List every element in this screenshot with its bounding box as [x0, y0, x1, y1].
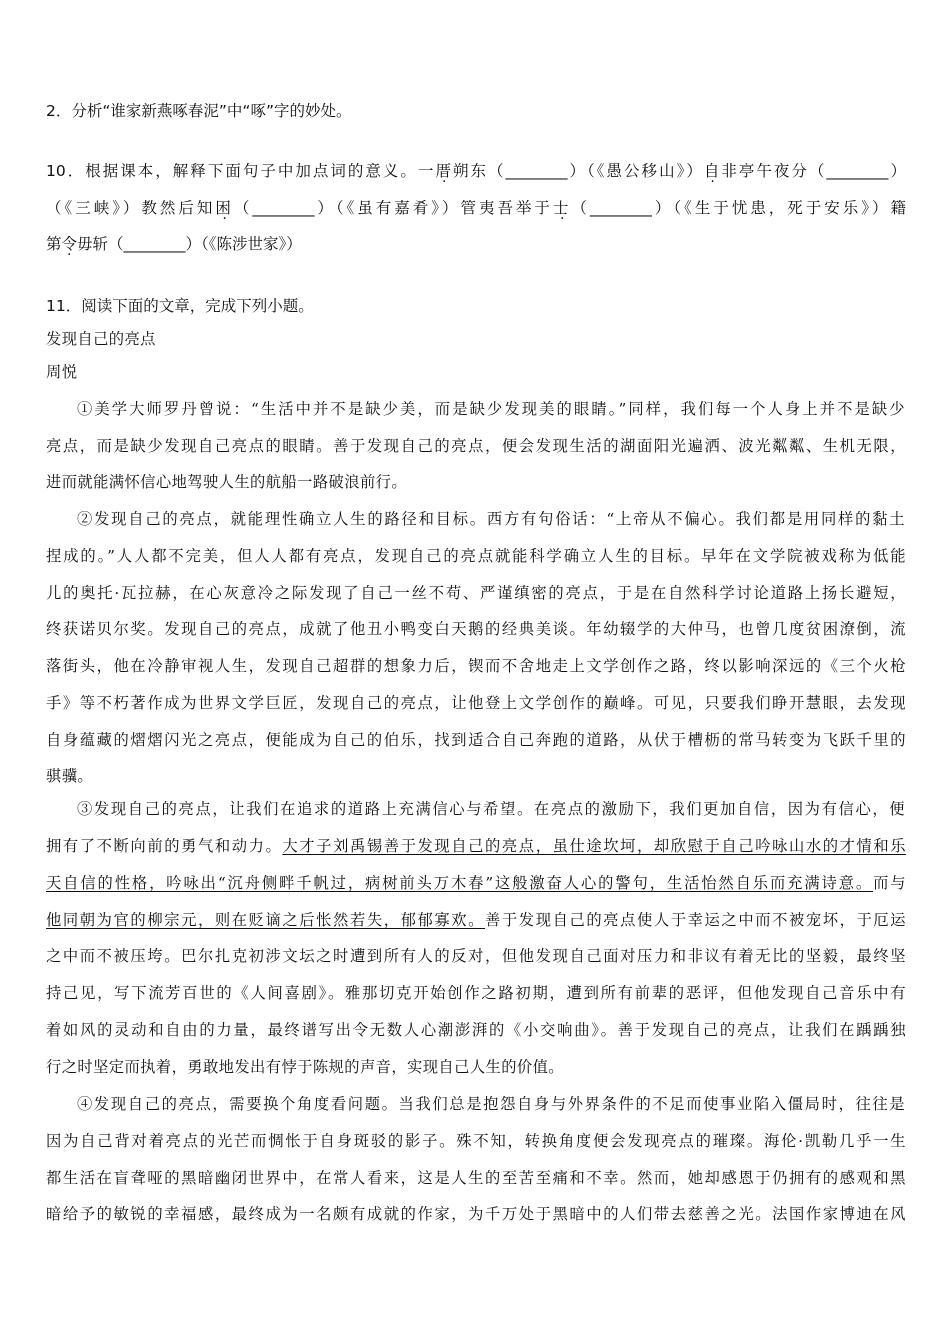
article-line: 儿的奥托·瓦拉赫，在心灰意冷之际发现了自己一丝不苟、严谨缜密的亮点，于是在自然科学讨论道路上扬长避短， [46, 584, 906, 602]
article-line: 着如风的灵动和自由的力量，最终谱写出令无数人心潮澎湃的《小交响曲》。善于发现自己的亮点，让我们在踽踽独 [46, 1021, 906, 1039]
article-author: 周悦 [46, 363, 78, 381]
article-line: ③发现自己的亮点，让我们在追求的道路上充满信心与希望。在亮点的激励下，我们更加自信，因为有信心，便 [77, 800, 905, 818]
article-line [46, 836, 906, 856]
underlined-sentence: 他同朝为官的柳宗元，则在贬谪之后怅然若失，郁郁寡欢。 [46, 911, 486, 929]
article-line [46, 910, 906, 930]
article-line: 之中而不被压垮。巴尔扎克初涉文坛之时遭到所有人的反对，但他发现自己面对压力和非议有着无比的坚毅，最终坚 [46, 947, 906, 965]
article-line: 行之时坚定而执着，勇敢地发出有悖于陈规的声音，实现自己人生的价值。 [46, 1058, 564, 1076]
dotted-word: 厝 [435, 162, 453, 180]
dotted-word: 士 [552, 199, 572, 217]
q10-text: （《三峡》）教然后知 [46, 199, 216, 217]
q10-text: 朔东（________）（《愚公移山》） [452, 162, 704, 180]
article-line: 进而就能满怀信心地驾驶人生的航船一路破浪前行。 [46, 473, 408, 491]
article-line: ④发现自己的亮点，需要换个角度看问题。当我们总是抱怨自身与外界条件的不足而使事业陷入僵局时，往往是 [77, 1095, 905, 1113]
q10-text: （________）（《生于忧患，死于安乐》）籍 [571, 199, 906, 217]
question-10-line-2 [46, 198, 906, 218]
article-line: ①美学大师罗丹曾说：“生活中并不是缺少美，而是缺少发现美的眼睛。”同样，我们每一个人身上并不是缺少 [77, 400, 905, 418]
article-line: 终获诺贝尔奖。发现自己的亮点，成就了他丑小鸭变白天鹅的经典美谈。年幼辍学的大仲马，也曾几度贫困潦倒，流 [46, 620, 906, 638]
article-text: 而与 [873, 874, 906, 892]
question-2: 2．分析“谁家新燕啄春泥”中“啄”字的妙处。 [46, 102, 352, 120]
article-title: 发现自己的亮点 [46, 330, 156, 348]
article-text: 拥有了不断向前的勇气和动力。 [46, 837, 283, 855]
article-line: 持己见，写下流芳百世的《人间喜剧》。雅那切克开始创作之路初期，遭到所有前辈的恶评，但他发现自己音乐中有 [46, 984, 906, 1002]
article-line: 亮点，而是缺少发现自己亮点的眼睛。善于发现自己的亮点，便会发现生活的湖面阳光遍洒、波光粼粼、生机无限， [46, 437, 906, 455]
q10-text: 10．根据课本，解释下面句子中加点词的意义。一 [46, 162, 436, 180]
question-10-line-3 [46, 234, 906, 254]
dotted-word: 困 [215, 199, 234, 217]
q10-text: 非亭午夜分（________） [721, 162, 906, 180]
underlined-sentence: 天自信的性格，吟咏出“沉舟侧畔千帆过，病树前头万木春”这般激奋人心的警句，生活怡然自乐而充满诗意。 [46, 874, 874, 892]
question-10-line-1 [46, 161, 906, 181]
article-line: 骐骥。 [46, 767, 94, 785]
article-line: 因为自己背对着亮点的光芒而惆怅于自身斑驳的影子。殊不知，转换角度便会发现亮点的璀璨。海伦·凯勒几乎一生 [46, 1132, 906, 1150]
q10-text: 第 [46, 235, 62, 253]
article-line: 都生活在盲聋哑的黑暗幽闭世界中，在常人看来，这是人生的至苦至痛和不幸。然而，她却感恩于仍拥有的感观和黑 [46, 1169, 906, 1187]
dotted-word: 令 [61, 235, 78, 253]
article-line: 暗给予的敏锐的幸福感，最终成为一名颇有成就的作家，为千万处于黑暗中的人们带去慈善之光。法国作家博迪在风 [46, 1205, 906, 1223]
article-line: 捏成的。”人人都不完美，但人人都有亮点，发现自己的亮点就能科学确立人生的目标。早年在文学院被戏称为低能 [46, 547, 906, 565]
q10-text: （________）（《虽有嘉肴》）管夷吾举于 [233, 199, 553, 217]
article-line: ②发现自己的亮点，就能理性确立人生的路径和目标。西方有句俗话：“上帝从不偏心。我们都是用同样的黏土 [77, 510, 905, 528]
question-11-intro: 11．阅读下面的文章，完成下列小题。 [46, 297, 314, 315]
underlined-sentence: 大才子刘禹锡善于发现自己的亮点，虽仕途坎坷，却欣慰于自己吟咏山水的才情和乐 [282, 837, 906, 855]
article-line: 手》等不朽著作成为世界文学巨匠，发现自己的亮点，让他登上文学创作的巅峰。可见，只要我们睁开慧眼，去发现 [46, 694, 906, 712]
q10-text: 毋斩（________）（《陈涉世家》） [77, 235, 302, 253]
article-line: 自身蕴藏的熠熠闪光之亮点，便能成为自己的伯乐，找到适合自己奔跑的道路，从伏于槽枥的常马转变为飞跃千里的 [46, 731, 906, 749]
article-text: 善于发现自己的亮点使人于幸运之中而不被宠坏，于厄运 [485, 911, 906, 929]
dotted-word: 自 [703, 162, 722, 180]
article-line: 落街头，他在冷静审视人生，发现自己超群的想象力后，锲而不舍地走上文学创作之路，终以影响深远的《三个火枪 [46, 657, 906, 675]
article-line [46, 873, 906, 893]
